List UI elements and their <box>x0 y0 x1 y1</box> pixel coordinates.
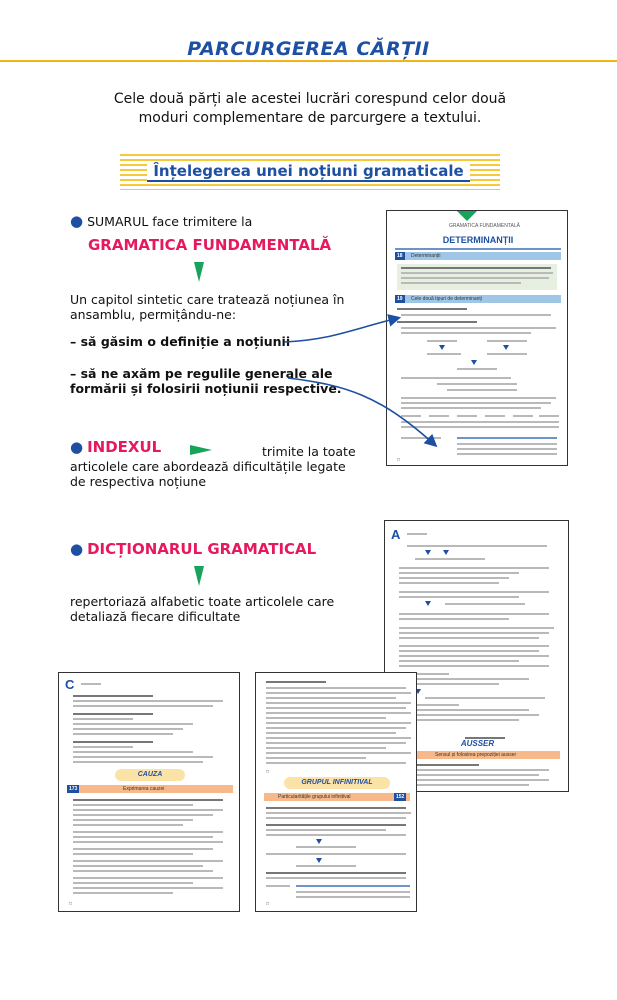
cauza-badge: CAUZA <box>115 769 185 781</box>
intro-line-2: moduri complementare de parcurgere a textului. <box>138 110 482 126</box>
section-title-text: Înțelegerea unei noțiuni gramaticale <box>147 162 469 182</box>
grup-badge: GRUPUL INFINITIVAL <box>284 777 390 789</box>
indexul-label[interactable]: INDEXUL <box>87 438 162 456</box>
section-bar-text: Determinanții <box>411 253 441 259</box>
indexul-text-2: articolele care abordează dificultățile legate <box>70 459 346 474</box>
dictionar-text-1: repertoriază alfabetic toate articolele care <box>70 594 335 609</box>
section-number: 152 <box>396 794 405 800</box>
dictionar-label[interactable]: DICȚIONARUL GRAMATICAL <box>87 540 317 558</box>
entry-bar-text: Sensul și folosirea prepoziției ausser <box>435 752 517 758</box>
section-number: 19 <box>397 296 403 302</box>
section-number: 18 <box>397 253 403 259</box>
section-number: 173 <box>69 786 78 792</box>
dictionar-text-2: detaliază fiecare dificultate <box>70 609 241 624</box>
arrow-icon <box>316 858 322 863</box>
indexul-text-3: de respectiva noțiune <box>70 474 207 489</box>
entry-bar-text: Exprimarea cauzei <box>123 786 165 792</box>
arrow-icon <box>316 839 322 844</box>
page-title: PARCURGEREA CĂRȚII <box>187 38 430 60</box>
page-heading: DETERMINANȚII <box>442 235 514 245</box>
section-bar-text: Cele două tipuri de determinanți <box>411 296 482 302</box>
dictionary-letter: A <box>391 527 401 542</box>
arrow-icon <box>443 550 449 555</box>
bullet-icon: ● <box>70 212 84 230</box>
cauza-page-thumbnail[interactable]: C CAUZA 173 Exprimarea cauzei □ <box>58 672 240 912</box>
sumar-desc-line-2: ansamblu, permițându-ne: <box>70 307 237 322</box>
sumar-desc-line-1: Un capitol sintetic care tratează noțiunea în <box>70 292 345 307</box>
page-number: □ <box>397 457 401 463</box>
dictionary-letter: C <box>65 677 75 692</box>
indexul-text-1: trimite la toate <box>262 444 356 459</box>
arrow-to-definition <box>284 318 398 342</box>
arrow-icon <box>425 550 431 555</box>
arrow-to-rules <box>288 378 435 445</box>
sumar-point-1: – să găsim o definiție a noțiunii <box>70 334 291 349</box>
dictionary-entry-title: AUSSER <box>460 739 495 748</box>
bullet-icon: ● <box>70 438 84 456</box>
intro-line-1: Cele două părți ale acestei lucrări corespund celor două <box>113 91 507 107</box>
page-header: GRAMATICA FUNDAMENTALĂ <box>449 223 520 229</box>
gramatica-link[interactable]: GRAMATICA FUNDAMENTALĂ <box>88 236 332 254</box>
sumar-point-2-line-2: formării și folosirii noțiunii respective. <box>70 381 342 396</box>
entry-bar-text: Particularitățile grupului infinitival <box>278 794 351 800</box>
sumar-lead-text: SUMARUL face trimitere la <box>87 214 253 229</box>
arrow-icon <box>425 601 431 606</box>
grup-page-thumbnail[interactable]: □ GRUPUL INFINITIVAL 152 Particularitățile grupului infinitival □ <box>255 672 417 912</box>
sumar-point-2-line-1: – să ne axăm pe regulile generale ale <box>70 366 333 381</box>
bullet-icon: ● <box>70 540 84 558</box>
